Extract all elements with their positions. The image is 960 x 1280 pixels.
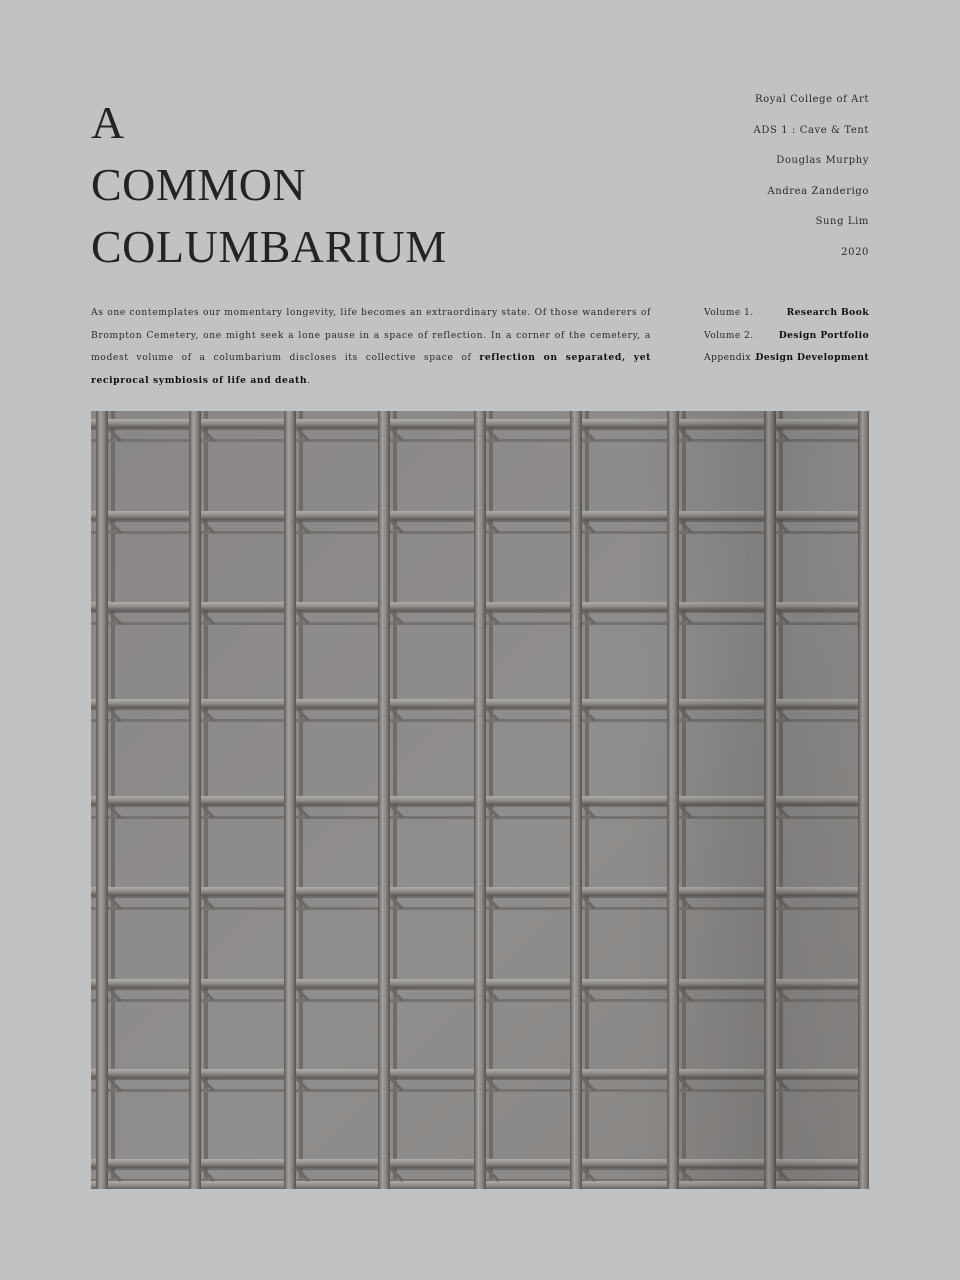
credit-year: 2020 [841,246,869,258]
grid-shelving-illustration [91,411,869,1189]
intro-emphasis: reflection on separated, yet reciprocal symbiosis of life and death [91,352,651,386]
volume-label: Appendix . [704,352,758,364]
volume-item [704,347,869,370]
credit-course: ADS 1 : Cave & Tent [753,124,869,136]
intro-paragraph [91,302,651,392]
title-line-2: COMMON [91,159,307,210]
title-line-1: A [91,97,125,148]
credit-tutor-2: Andrea Zanderigo [767,185,869,197]
page-title [91,92,447,278]
volume-label: Volume 1. [704,307,754,318]
intro-end: . [307,374,311,386]
grid-shelving-photo [91,411,869,1189]
credit-tutor-1: Douglas Murphy [776,155,869,167]
credit-institution: Royal College of Art [755,94,869,105]
volume-list [704,302,869,370]
volume-label: Volume 2. [704,329,754,341]
volume-title: Design Portfolio [778,329,869,341]
volume-item [704,325,869,348]
volume-title: Research Book [786,307,869,318]
volume-title: Design Development [755,352,869,364]
credit-author: Sung Lim [815,216,869,228]
title-line-3: COLUMBARIUM [91,221,447,272]
intro-text: As one contemplates our momentary longevity, life becomes an extraordinary state. Of those wanderers of Brompton Cemetery, one might seek a lone pause in a space of reflection. In a corner of the cemetery, a modest volume of a columbarium discloses its collective space of [91,307,651,364]
volume-item [704,302,869,325]
credits-list [609,92,869,276]
photo-shadow [91,411,869,1189]
